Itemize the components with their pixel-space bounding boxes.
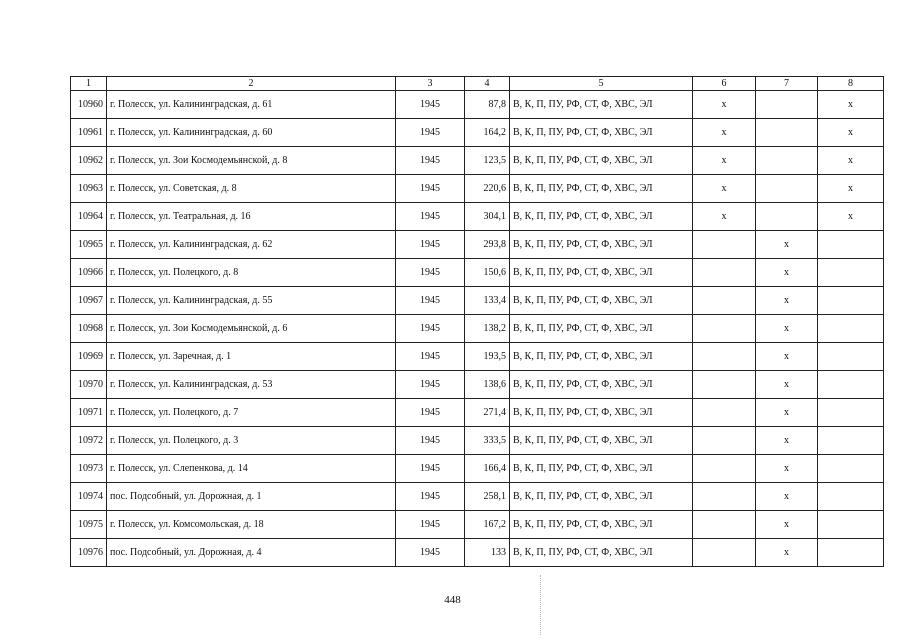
year-built-cell: 1945 (396, 147, 465, 175)
mark-cell-col8: х (818, 203, 884, 231)
address-cell: г. Полесск, ул. Зои Космодемьянской, д. 6 (107, 315, 396, 343)
area-cell: 220,6 (465, 175, 510, 203)
table-row (71, 371, 884, 399)
year-built-cell: 1945 (396, 371, 465, 399)
address-cell: г. Полесск, ул. Театральная, д. 16 (107, 203, 396, 231)
year-built-cell: 1945 (396, 483, 465, 511)
mark-cell-col8 (818, 399, 884, 427)
address-cell: г. Полесск, ул. Калининградская, д. 60 (107, 119, 396, 147)
mark-cell-col7: х (756, 455, 818, 483)
column-header: 6 (693, 77, 756, 91)
record-number: 10962 (71, 147, 107, 175)
structural-elements-cell: В, К, П, ПУ, РФ, СТ, Ф, ХВС, ЭЛ (510, 399, 693, 427)
structural-elements-cell: В, К, П, ПУ, РФ, СТ, Ф, ХВС, ЭЛ (510, 483, 693, 511)
mark-cell-col6 (693, 539, 756, 567)
structural-elements-cell: В, К, П, ПУ, РФ, СТ, Ф, ХВС, ЭЛ (510, 91, 693, 119)
record-number: 10963 (71, 175, 107, 203)
year-built-cell: 1945 (396, 511, 465, 539)
mark-cell-col8 (818, 371, 884, 399)
table-row (71, 427, 884, 455)
mark-cell-col8 (818, 315, 884, 343)
table-row (71, 511, 884, 539)
table-row (71, 203, 884, 231)
area-cell: 333,5 (465, 427, 510, 455)
mark-cell-col6 (693, 483, 756, 511)
area-cell: 193,5 (465, 343, 510, 371)
mark-cell-col7: х (756, 231, 818, 259)
address-cell: г. Полесск, ул. Слепенкова, д. 14 (107, 455, 396, 483)
mark-cell-col8 (818, 511, 884, 539)
area-cell: 133,4 (465, 287, 510, 315)
year-built-cell: 1945 (396, 175, 465, 203)
record-number: 10973 (71, 455, 107, 483)
mark-cell-col6 (693, 511, 756, 539)
address-cell: пос. Подсобный, ул. Дорожная, д. 1 (107, 483, 396, 511)
record-number: 10969 (71, 343, 107, 371)
structural-elements-cell: В, К, П, ПУ, РФ, СТ, Ф, ХВС, ЭЛ (510, 315, 693, 343)
mark-cell-col7: х (756, 287, 818, 315)
record-number: 10965 (71, 231, 107, 259)
address-cell: г. Полесск, ул. Полецкого, д. 3 (107, 427, 396, 455)
record-number: 10971 (71, 399, 107, 427)
structural-elements-cell: В, К, П, ПУ, РФ, СТ, Ф, ХВС, ЭЛ (510, 343, 693, 371)
area-cell: 87,8 (465, 91, 510, 119)
mark-cell-col7 (756, 119, 818, 147)
record-number: 10975 (71, 511, 107, 539)
record-number: 10968 (71, 315, 107, 343)
mark-cell-col6 (693, 259, 756, 287)
mark-cell-col8: х (818, 91, 884, 119)
column-number-row (71, 77, 884, 91)
mark-cell-col6 (693, 231, 756, 259)
structural-elements-cell: В, К, П, ПУ, РФ, СТ, Ф, ХВС, ЭЛ (510, 371, 693, 399)
area-cell: 304,1 (465, 203, 510, 231)
area-cell: 150,6 (465, 259, 510, 287)
mark-cell-col6: х (693, 147, 756, 175)
mark-cell-col6: х (693, 119, 756, 147)
table-row (71, 231, 884, 259)
table-row (71, 539, 884, 567)
year-built-cell: 1945 (396, 539, 465, 567)
record-number: 10964 (71, 203, 107, 231)
mark-cell-col7: х (756, 427, 818, 455)
record-number: 10960 (71, 91, 107, 119)
structural-elements-cell: В, К, П, ПУ, РФ, СТ, Ф, ХВС, ЭЛ (510, 511, 693, 539)
mark-cell-col8 (818, 343, 884, 371)
year-built-cell: 1945 (396, 343, 465, 371)
table-row (71, 399, 884, 427)
record-number: 10974 (71, 483, 107, 511)
table-row (71, 287, 884, 315)
mark-cell-col7: х (756, 371, 818, 399)
area-cell: 166,4 (465, 455, 510, 483)
column-header: 1 (71, 77, 107, 91)
record-number: 10961 (71, 119, 107, 147)
area-cell: 271,4 (465, 399, 510, 427)
column-header: 2 (107, 77, 396, 91)
address-cell: г. Полесск, ул. Советская, д. 8 (107, 175, 396, 203)
year-built-cell: 1945 (396, 203, 465, 231)
table-row (71, 343, 884, 371)
mark-cell-col7: х (756, 399, 818, 427)
mark-cell-col8 (818, 231, 884, 259)
area-cell: 133 (465, 539, 510, 567)
mark-cell-col8 (818, 427, 884, 455)
year-built-cell: 1945 (396, 231, 465, 259)
mark-cell-col7: х (756, 315, 818, 343)
table-row (71, 175, 884, 203)
mark-cell-col7: х (756, 483, 818, 511)
structural-elements-cell: В, К, П, ПУ, РФ, СТ, Ф, ХВС, ЭЛ (510, 147, 693, 175)
table-row (71, 91, 884, 119)
address-cell: г. Полесск, ул. Заречная, д. 1 (107, 343, 396, 371)
area-cell: 167,2 (465, 511, 510, 539)
mark-cell-col7 (756, 147, 818, 175)
mark-cell-col8 (818, 539, 884, 567)
mark-cell-col8 (818, 259, 884, 287)
mark-cell-col7: х (756, 343, 818, 371)
mark-cell-col6 (693, 371, 756, 399)
record-number: 10966 (71, 259, 107, 287)
mark-cell-col7 (756, 91, 818, 119)
address-cell: г. Полесск, ул. Калининградская, д. 53 (107, 371, 396, 399)
record-number: 10967 (71, 287, 107, 315)
address-cell: г. Полесск, ул. Полецкого, д. 7 (107, 399, 396, 427)
year-built-cell: 1945 (396, 287, 465, 315)
mark-cell-col6 (693, 343, 756, 371)
mark-cell-col6 (693, 315, 756, 343)
column-header: 3 (396, 77, 465, 91)
area-cell: 123,5 (465, 147, 510, 175)
mark-cell-col7: х (756, 259, 818, 287)
structural-elements-cell: В, К, П, ПУ, РФ, СТ, Ф, ХВС, ЭЛ (510, 287, 693, 315)
mark-cell-col7: х (756, 511, 818, 539)
table-row (71, 147, 884, 175)
year-built-cell: 1945 (396, 399, 465, 427)
record-number: 10976 (71, 539, 107, 567)
address-cell: г. Полесск, ул. Калининградская, д. 62 (107, 231, 396, 259)
mark-cell-col7: х (756, 539, 818, 567)
column-header: 4 (465, 77, 510, 91)
table-row (71, 119, 884, 147)
mark-cell-col8 (818, 455, 884, 483)
structural-elements-cell: В, К, П, ПУ, РФ, СТ, Ф, ХВС, ЭЛ (510, 231, 693, 259)
year-built-cell: 1945 (396, 119, 465, 147)
area-cell: 164,2 (465, 119, 510, 147)
structural-elements-cell: В, К, П, ПУ, РФ, СТ, Ф, ХВС, ЭЛ (510, 203, 693, 231)
table-row (71, 455, 884, 483)
column-header: 8 (818, 77, 884, 91)
table-row (71, 483, 884, 511)
structural-elements-cell: В, К, П, ПУ, РФ, СТ, Ф, ХВС, ЭЛ (510, 539, 693, 567)
mark-cell-col6 (693, 427, 756, 455)
mark-cell-col6: х (693, 91, 756, 119)
housing-register-table (70, 76, 884, 567)
record-number: 10972 (71, 427, 107, 455)
mark-cell-col6 (693, 287, 756, 315)
structural-elements-cell: В, К, П, ПУ, РФ, СТ, Ф, ХВС, ЭЛ (510, 175, 693, 203)
column-header: 7 (756, 77, 818, 91)
address-cell: г. Полесск, ул. Калининградская, д. 61 (107, 91, 396, 119)
table-row (71, 315, 884, 343)
mark-cell-col6: х (693, 203, 756, 231)
record-number: 10970 (71, 371, 107, 399)
year-built-cell: 1945 (396, 91, 465, 119)
mark-cell-col7 (756, 175, 818, 203)
year-built-cell: 1945 (396, 259, 465, 287)
area-cell: 138,6 (465, 371, 510, 399)
structural-elements-cell: В, К, П, ПУ, РФ, СТ, Ф, ХВС, ЭЛ (510, 119, 693, 147)
structural-elements-cell: В, К, П, ПУ, РФ, СТ, Ф, ХВС, ЭЛ (510, 427, 693, 455)
mark-cell-col8 (818, 483, 884, 511)
page-number: 448 (444, 594, 461, 606)
area-cell: 138,2 (465, 315, 510, 343)
mark-cell-col7 (756, 203, 818, 231)
mark-cell-col6: х (693, 175, 756, 203)
structural-elements-cell: В, К, П, ПУ, РФ, СТ, Ф, ХВС, ЭЛ (510, 259, 693, 287)
address-cell: пос. Подсобный, ул. Дорожная, д. 4 (107, 539, 396, 567)
mark-cell-col8: х (818, 147, 884, 175)
mark-cell-col8: х (818, 175, 884, 203)
column-header: 5 (510, 77, 693, 91)
area-cell: 293,8 (465, 231, 510, 259)
address-cell: г. Полесск, ул. Калининградская, д. 55 (107, 287, 396, 315)
address-cell: г. Полесск, ул. Полецкого, д. 8 (107, 259, 396, 287)
year-built-cell: 1945 (396, 315, 465, 343)
mark-cell-col6 (693, 399, 756, 427)
table-row (71, 259, 884, 287)
year-built-cell: 1945 (396, 455, 465, 483)
area-cell: 258,1 (465, 483, 510, 511)
mark-cell-col8 (818, 287, 884, 315)
address-cell: г. Полесск, ул. Зои Космодемьянской, д. 8 (107, 147, 396, 175)
mark-cell-col6 (693, 455, 756, 483)
structural-elements-cell: В, К, П, ПУ, РФ, СТ, Ф, ХВС, ЭЛ (510, 455, 693, 483)
mark-cell-col8: х (818, 119, 884, 147)
address-cell: г. Полесск, ул. Комсомольская, д. 18 (107, 511, 396, 539)
year-built-cell: 1945 (396, 427, 465, 455)
